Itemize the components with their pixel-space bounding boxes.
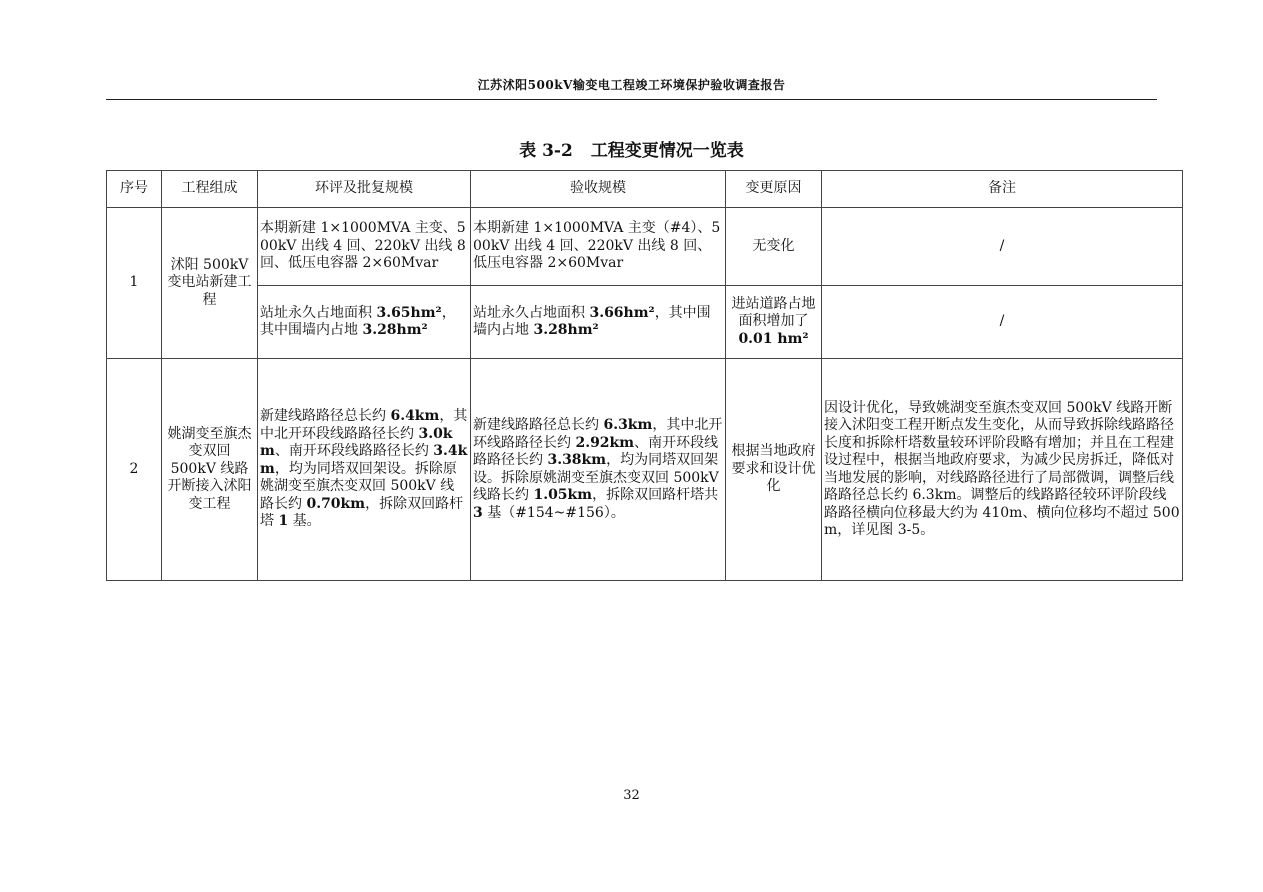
row1b-eia: 站址永久占地面积 3.65hm²，其中围墙内占地 3.28hm² [258,286,471,359]
page-number: 32 [623,788,640,803]
row2-component: 姚湖变至旗杰变双回 500kV 线路开断接入沭阳变工程 [162,359,258,581]
row2-remark: 因设计优化，导致姚湖变至旗杰变双回 500kV 线路开断接入沭阳变工程开断点发生变化，从而导致拆除线路路径长度和拆除杆塔数量较环评阶段略有增加；并且在工程建设过程中，根据当地政府要求，为减少民房拆迁，降低对当地发展的影响，对线路路径进行了局部微调，调整后线路路径总长约 6.3km。调整后的线路路径较环评阶段线路路径横向位移最大约为 410m、横向位移均不超过 500m，详见图 3-5。 [822,359,1183,581]
col-header-component: 工程组成 [162,171,258,208]
table-caption [0,136,1263,161]
table-row [107,359,1183,581]
row1b-remark: / [822,286,1183,359]
row1a-eia: 本期新建 1×1000MVA 主变、500kV 出线 4 回、220kV 出线 8 回、低压电容器 2×60Mvar [258,208,471,286]
row1-no: 1 [107,208,162,359]
col-header-reason: 变更原因 [726,171,822,208]
row2-acceptance: 新建线路路径总长约 6.3km，其中北开环线路路径长约 2.92km、南开环段线路路径长约 3.38km，均为同塔双回架设。拆除原姚湖变至旗杰变双回 500kV 线路长约 1.05km，拆除双回路杆塔共 3 基（#154~#156）。 [471,359,726,581]
row1a-reason: 无变化 [726,208,822,286]
header-rule [106,99,1157,100]
table-header-row [107,171,1183,208]
table-row [107,286,1183,359]
col-header-no: 序号 [107,171,162,208]
table-number: 表 3-2 [519,141,573,161]
row2-no: 2 [107,359,162,581]
table-title: 工程变更情况一览表 [590,141,744,161]
col-header-remark: 备注 [822,171,1183,208]
row1-component: 沭阳 500kV 变电站新建工程 [162,208,258,359]
row1a-acceptance: 本期新建 1×1000MVA 主变（#4）、500kV 出线 4 回、220kV 出线 8 回、低压电容器 2×60Mvar [471,208,726,286]
row1b-reason: 进站道路占地面积增加了 0.01 hm² [726,286,822,359]
col-header-acceptance: 验收规模 [471,171,726,208]
running-header: 江苏沭阳500kV输变电工程竣工环境保护验收调查报告 [477,78,786,92]
row1a-remark: / [822,208,1183,286]
row2-reason: 根据当地政府要求和设计优化 [726,359,822,581]
col-header-eia: 环评及批复规模 [258,171,471,208]
change-table [106,170,1183,581]
row1b-acceptance: 站址永久占地面积 3.66hm²，其中围墙内占地 3.28hm² [471,286,726,359]
table-row [107,208,1183,286]
row2-eia: 新建线路路径总长约 6.4km，其中北开环段线路路径长约 3.0km、南开环段线路路径长约 3.4km，均为同塔双回架设。拆除原姚湖变至旗杰变双回 500kV 线路长约 0.70km，拆除双回路杆塔 1 基。 [258,359,471,581]
